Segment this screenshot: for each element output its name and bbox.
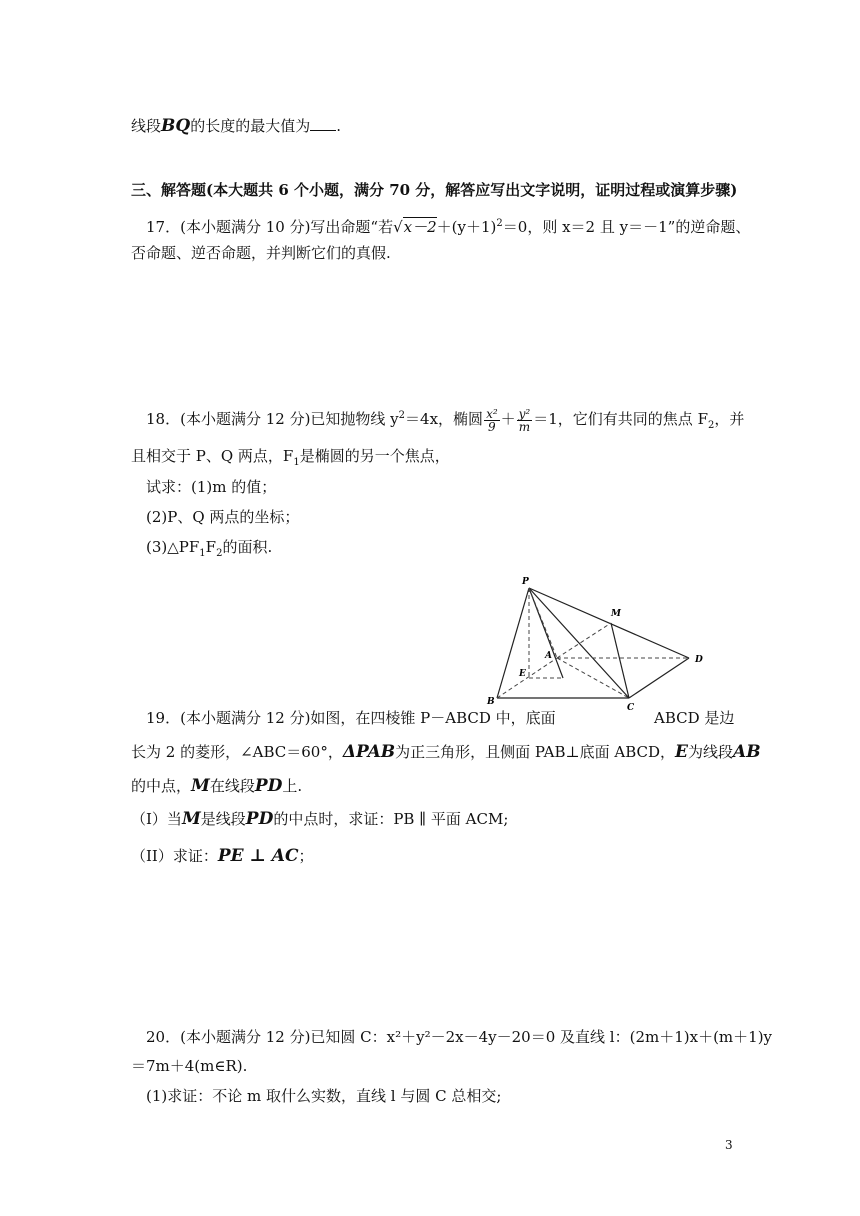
- var-bq: BQ: [161, 116, 191, 136]
- fraction-y2-m: $\frac{\text{y²}}{m}$: [518, 406, 531, 434]
- q19-line-3: 的中点，M在线段PD上.: [131, 776, 303, 796]
- radicand: x－2: [403, 218, 437, 236]
- q19-part-1: （I）当M是线段PD的中点时，求证：PB ∥ 平面 ACM;: [131, 809, 509, 829]
- label-a: A: [545, 651, 552, 661]
- q20-line-3: (1)求证：不论 m 取什么实数，直线 l 与圆 C 总相交;: [146, 1087, 502, 1105]
- solid-edges: [497, 588, 689, 698]
- q18-line-1: 18．(本小题满分 12 分)已知抛物线 $y^2=4x$，椭圆 $\frac{\text{x²}}{9}$ ＋ $\frac{\text{y²}}{m}$ ＝1，它们有共同的焦点 $F_2$，并: [146, 406, 745, 434]
- q20-line-1: 20．(本小题满分 12 分)已知圆 C：x²＋y²－2x－4y－20＝0 及直线 l：(2m＋1)x＋(m＋1)y: [146, 1028, 773, 1046]
- q18-line-2: 且相交于 P、Q 两点，$F_1$是椭圆的另一个焦点，: [131, 447, 450, 468]
- q17-line-1: 17．(本小题满分 10 分)写出命题“若$√x-2+(y+1)^2=0$，则 x＝2 且 y＝－1”的逆命题、: [146, 218, 751, 236]
- label-p: P: [522, 577, 529, 587]
- label-b: B: [487, 697, 495, 707]
- q20-line-2: ＝7m＋4(m∈R).: [131, 1057, 248, 1075]
- q19-line-1a: 19．(本小题满分 12 分)如图，在四棱锥 P－ABCD 中，底面: [146, 709, 556, 727]
- q17-line-2: 否命题、逆否命题，并判断它们的真假.: [131, 244, 391, 262]
- q19-part-2: （II）求证：PE ⊥ AC；: [131, 846, 314, 866]
- sqrt-sign: √: [393, 218, 403, 236]
- label-e: E: [519, 669, 526, 679]
- hidden-edges: [497, 588, 689, 698]
- answer-blank: [310, 116, 336, 131]
- label-c: C: [627, 703, 635, 712]
- label-m: M: [611, 609, 621, 619]
- q18-part-1: 试求：(1)m 的值；: [146, 478, 277, 496]
- q16-tail: 线段BQ的长度的最大值为 .: [131, 116, 341, 136]
- page-number: 3: [725, 1138, 733, 1152]
- q18-part-2: (2)P、Q 两点的坐标；: [146, 508, 300, 526]
- fraction-x2-9: $\frac{\text{x²}}{9}$: [486, 406, 498, 434]
- q19-line-1b: ABCD 是边: [654, 709, 735, 727]
- q19-line-2: 长为 2 的菱形，∠ABC＝60°，ΔPAB为正三角形，且侧面 PAB⊥底面 ABCD，E为线段AB: [131, 742, 761, 762]
- q18-part-3: $(3)\triangle PF_1F_2$的面积.: [146, 538, 273, 559]
- section-heading: 三、解答题(本大题共 6 个小题，满分 70 分，解答应写出文字说明，证明过程或演算步骤): [131, 181, 738, 199]
- pyramid-figure: [485, 572, 715, 712]
- sup-2: 2: [496, 218, 503, 229]
- label-d: D: [695, 655, 703, 665]
